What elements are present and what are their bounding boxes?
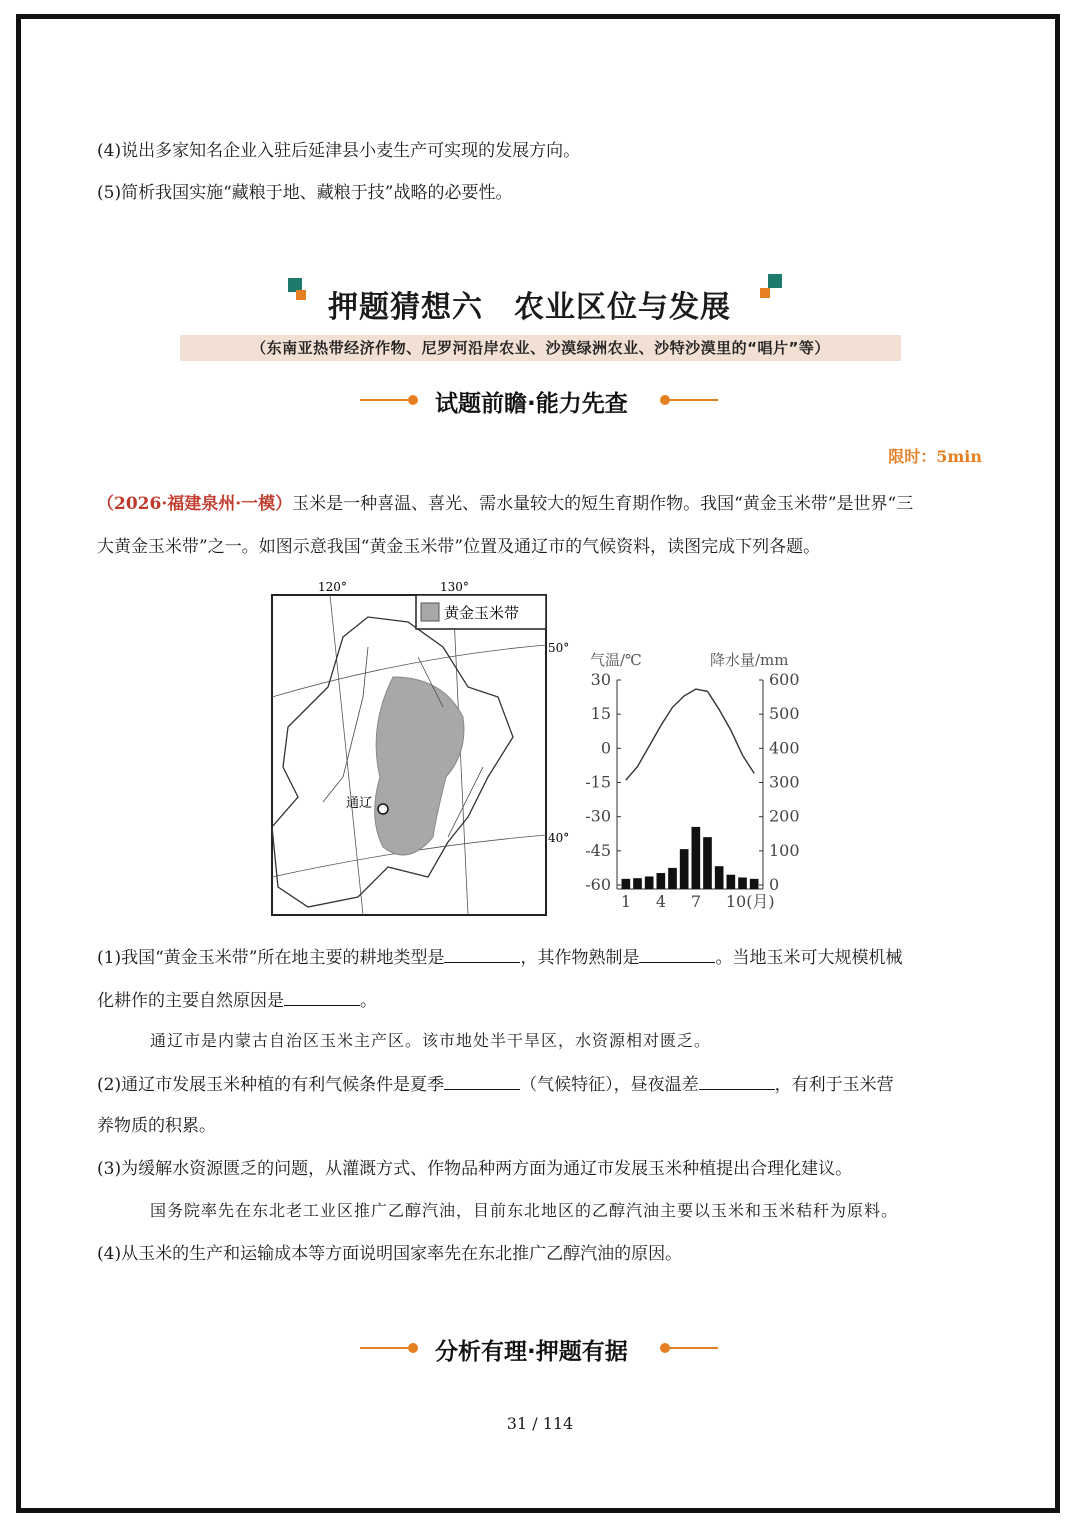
title-block bbox=[288, 270, 788, 330]
temp-tick-label: 0 bbox=[600, 738, 611, 758]
precip-tick-label: 600 bbox=[769, 670, 800, 689]
question-3: (3)为缓解水资源匮乏的问题，从灌溉方式、作物品种两方面为通辽市发展玉米种植提出合理化建议。 bbox=[97, 1159, 853, 1179]
decor-square-orange bbox=[296, 290, 306, 300]
x-tick-label: 1 bbox=[620, 892, 632, 911]
intro-line-1 bbox=[97, 492, 913, 516]
precip-tick-label: 0 bbox=[769, 875, 780, 894]
section-bar-left bbox=[360, 399, 410, 401]
temperature-line bbox=[626, 689, 754, 780]
precip-axis-label: 降水量/mm bbox=[710, 651, 789, 669]
section-header-2 bbox=[360, 1330, 720, 1366]
precip-bar bbox=[715, 866, 724, 889]
precip-ticks bbox=[759, 670, 800, 894]
question-5-prev: (5)简析我国实施“藏粮于地、藏粮于技”战略的必要性。 bbox=[97, 183, 513, 203]
precip-tick-label: 500 bbox=[769, 704, 800, 724]
question-1-line-1 bbox=[97, 944, 902, 970]
answer-blank-4[interactable] bbox=[444, 1071, 520, 1090]
question-4: (4)从玉米的生产和运输成本等方面说明国家率先在东北推广乙醇汽油的原因。 bbox=[97, 1244, 683, 1264]
lat-label-50: 50° bbox=[548, 641, 570, 655]
legend-swatch bbox=[421, 603, 439, 621]
section-header-1 bbox=[360, 382, 720, 418]
temp-tick-label: 30 bbox=[590, 670, 611, 689]
intro-text-1: 玉米是一种喜温、喜光、需水量较大的短生育期作物。我国“黄金玉米带”是世界“三 bbox=[292, 494, 914, 514]
x-ticks bbox=[621, 892, 775, 911]
section-bar-left bbox=[360, 1347, 410, 1349]
answer-blank-3[interactable] bbox=[284, 987, 360, 1006]
answer-blank-5[interactable] bbox=[699, 1071, 775, 1090]
decor-square-teal-right bbox=[768, 274, 782, 288]
section-title: 分析有理·押题有据 bbox=[435, 1339, 628, 1365]
intro-line-2: 大黄金玉米带”之一。如图示意我国“黄金玉米带”位置及通辽市的气候资料，读图完成下列各题。 bbox=[97, 537, 821, 557]
time-limit: 限时：5min bbox=[888, 447, 982, 466]
section-bar-right bbox=[668, 1347, 718, 1349]
section-dot-left bbox=[408, 1343, 418, 1353]
x-tick-label: 10(月) bbox=[725, 892, 775, 911]
section-dot-left bbox=[408, 395, 418, 405]
climate-chart bbox=[580, 645, 820, 917]
answer-blank-1[interactable] bbox=[444, 944, 520, 963]
section-bar-right bbox=[668, 399, 718, 401]
q1-text-a: (1)我国“黄金玉米带”所在地主要的耕地类型是 bbox=[97, 948, 445, 968]
section-title: 试题前瞻·能力先查 bbox=[435, 391, 628, 417]
material-1: 通辽市是内蒙古自治区玉米主产区。该市地处半干旱区，水资源相对匮乏。 bbox=[150, 1031, 712, 1050]
lon-label-130: 130° bbox=[440, 580, 469, 594]
q1-text-e: 。 bbox=[360, 991, 377, 1011]
precip-bar bbox=[633, 878, 642, 889]
tongliao-marker bbox=[378, 804, 388, 814]
lon-label-120: 120° bbox=[318, 580, 347, 594]
temp-tick-label: -30 bbox=[585, 806, 611, 826]
lat-label-40: 40° bbox=[548, 831, 570, 845]
q2-text-a: (2)通辽市发展玉米种植的有利气候条件是夏季 bbox=[97, 1075, 445, 1095]
precip-bar bbox=[657, 873, 666, 889]
temp-ticks bbox=[585, 670, 621, 894]
tongliao-label: 通辽 bbox=[346, 796, 373, 811]
temp-tick-label: 15 bbox=[590, 704, 611, 724]
temp-tick-label: -60 bbox=[585, 875, 611, 894]
precip-bar bbox=[680, 849, 689, 889]
question-2-line-1 bbox=[97, 1071, 894, 1097]
q2-text-c: ，有利于玉米营 bbox=[774, 1075, 894, 1095]
temp-tick-label: -45 bbox=[585, 840, 611, 860]
q1-text-c: 。当地玉米可大规模机械 bbox=[715, 948, 903, 968]
q1-text-b: ，其作物熟制是 bbox=[520, 948, 640, 968]
question-source: （2026·福建泉州·一模） bbox=[97, 494, 293, 514]
decor-square-orange-right bbox=[760, 288, 770, 298]
precip-bar bbox=[645, 876, 654, 889]
precip-tick-label: 100 bbox=[769, 840, 800, 860]
temp-axis-label: 气温/℃ bbox=[590, 651, 642, 669]
x-tick-label: 7 bbox=[690, 892, 702, 911]
precip-bar bbox=[727, 875, 736, 889]
temp-tick-label: -15 bbox=[585, 772, 611, 792]
question-2-line-2: 养物质的积累。 bbox=[97, 1116, 216, 1136]
subtitle: （东南亚热带经济作物、尼罗河沿岸农业、沙漠绿洲农业、沙特沙漠里的“唱片”等） bbox=[180, 335, 901, 361]
page-number: 31 / 114 bbox=[506, 1414, 574, 1433]
page-title: 押题猜想六 农业区位与发展 bbox=[328, 290, 731, 325]
q2-text-b: （气候特征），昼夜温差 bbox=[520, 1075, 699, 1095]
question-1-line-2 bbox=[97, 987, 377, 1013]
precip-bar bbox=[668, 868, 677, 889]
precip-tick-label: 400 bbox=[769, 738, 800, 758]
corn-belt-map bbox=[268, 577, 570, 922]
precip-tick-label: 300 bbox=[769, 772, 800, 792]
q1-text-d: 化耕作的主要自然原因是 bbox=[97, 991, 284, 1011]
material-2: 国务院率先在东北老工业区推广乙醇汽油，目前东北地区的乙醇汽油主要以玉米和玉米秸秆为原料。 bbox=[150, 1201, 899, 1220]
precip-bars bbox=[622, 827, 759, 889]
precip-bar bbox=[738, 877, 747, 889]
precip-bar bbox=[622, 879, 631, 889]
precip-bar bbox=[692, 827, 701, 889]
precip-bar bbox=[750, 879, 759, 889]
answer-blank-2[interactable] bbox=[639, 944, 715, 963]
precip-bar bbox=[703, 837, 712, 889]
legend-label: 黄金玉米带 bbox=[444, 604, 520, 622]
precip-tick-label: 200 bbox=[769, 806, 800, 826]
x-tick-label: 4 bbox=[655, 892, 667, 911]
question-4-prev: (4)说出多家知名企业入驻后延津县小麦生产可实现的发展方向。 bbox=[97, 141, 581, 161]
